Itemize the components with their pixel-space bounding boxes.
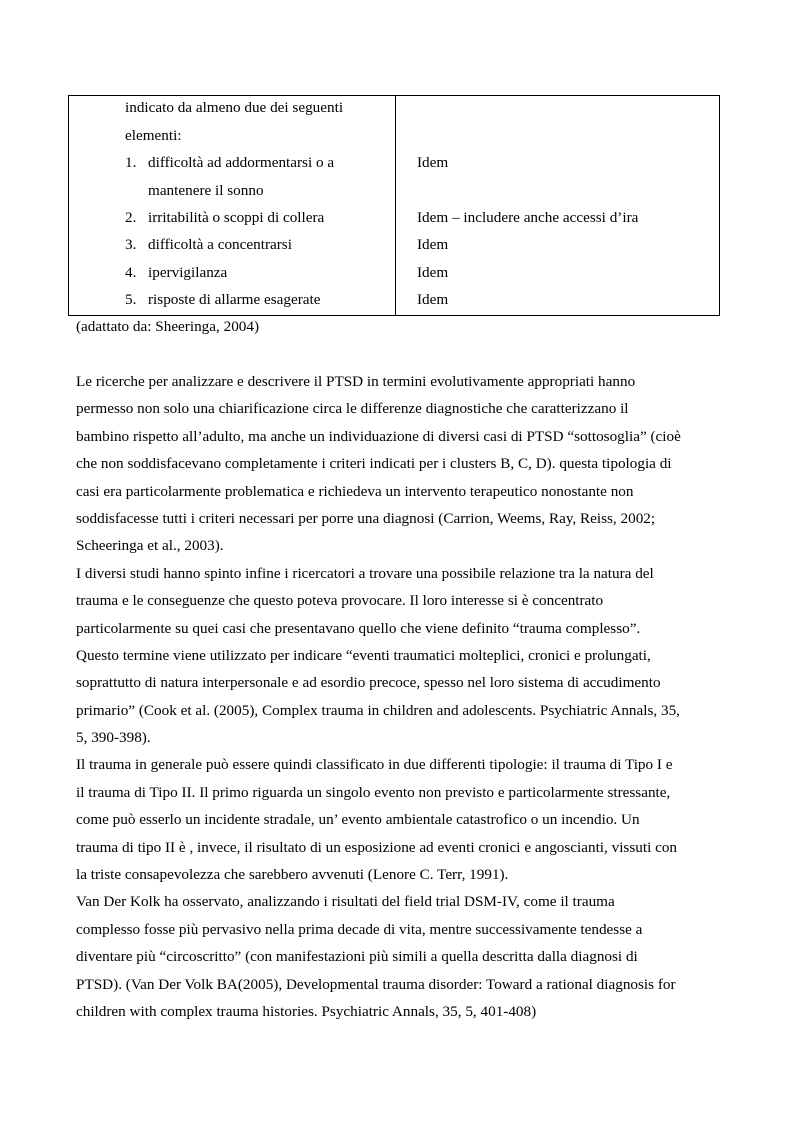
list-item-text: irritabilità o scoppi di collera bbox=[148, 209, 325, 226]
list-item-number: 1. bbox=[125, 154, 137, 171]
list-item-text: risposte di allarme esagerate bbox=[148, 291, 321, 308]
table-right-cell: Idem bbox=[417, 291, 449, 308]
table-left-line: indicato da almeno due dei seguenti bbox=[125, 99, 344, 116]
text-line: soprattutto di natura interpersonale e ad esordio precoce, spesso nel loro sistema di accudimento bbox=[76, 674, 661, 692]
text-line: 5, 390-398). bbox=[76, 729, 151, 747]
text-line: casi era particolarmente problematica e richiedeva un intervento terapeutico nonostante non bbox=[76, 482, 634, 500]
table-left-line: elementi: bbox=[125, 127, 182, 144]
text-line: come può esserlo un incidente stradale, un’ evento ambientale catastrofico o un incendio. Un bbox=[76, 811, 640, 829]
table-caption: (adattato da: Sheeringa, 2004) bbox=[76, 318, 260, 335]
list-item-number: 5. bbox=[125, 291, 137, 308]
list-item-number: 2. bbox=[125, 209, 137, 226]
list-item-number: 4. bbox=[125, 264, 137, 281]
text-line: I diversi studi hanno spinto infine i ricercatori a trovare una possibile relazione tra la natura del bbox=[76, 564, 654, 582]
text-line: trauma e le conseguenze che questo poteva provocare. Il loro interesse si è concentrato bbox=[76, 592, 604, 610]
list-item-text: mantenere il sonno bbox=[148, 182, 264, 199]
text-line: il trauma di Tipo II. Il primo riguarda un singolo evento non previsto e particolarmente stressante, bbox=[76, 783, 671, 801]
list-item-text: difficoltà a concentrarsi bbox=[148, 236, 292, 253]
text-line: trauma di tipo II è , invece, il risultato di un esposizione ad eventi cronici e angoscianti, vissuti con bbox=[76, 838, 678, 856]
table-right-cell: Idem bbox=[417, 264, 449, 281]
criteria-table bbox=[68, 95, 720, 316]
body-paragraphs bbox=[76, 372, 726, 1029]
table-right-cell: Idem bbox=[417, 154, 449, 171]
text-line: Questo termine viene utilizzato per indicare “eventi traumatici molteplici, cronici e prolungati, bbox=[76, 646, 651, 664]
list-item-text: ipervigilanza bbox=[148, 264, 228, 281]
text-line: che non soddisfacevano completamente i criteri indicati per i clusters B, C, D). questa tipologia di bbox=[76, 455, 672, 473]
text-line: particolarmente su quei casi che presentavano quello che viene definito “trauma complesso”. bbox=[76, 619, 641, 637]
text-line: children with complex trauma histories. Psychiatric Annals, 35, 5, 401-408) bbox=[76, 1002, 537, 1020]
text-line: diventare più “circoscritto” (con manifestazioni più simili a quella descritta dalla diagnosi di bbox=[76, 948, 638, 966]
text-line: Van Der Kolk ha osservato, analizzando i risultati del field trial DSM-IV, come il trauma bbox=[76, 893, 615, 911]
text-line: Scheeringa et al., 2003). bbox=[76, 537, 224, 555]
table-column-divider bbox=[395, 96, 396, 315]
text-line: bambino rispetto all’adulto, ma anche un individuazione di diversi casi di PTSD “sottosoglia” (cioè bbox=[76, 427, 681, 445]
text-line: primario” (Cook et al. (2005), Complex trauma in children and adolescents. Psychiatric Annals, 35, bbox=[76, 701, 680, 719]
text-line: soddisfacesse tutti i criteri necessari per porre una diagnosi (Carrion, Weems, Ray, Reiss, 2002; bbox=[76, 509, 656, 527]
text-line: permesso non solo una chiarificazione circa le differenze diagnostiche che caratterizzano il bbox=[76, 400, 629, 418]
table-right-cell: Idem bbox=[417, 236, 449, 253]
text-line: la triste consapevolezza che sarebbero avvenuti (Lenore C. Terr, 1991). bbox=[76, 866, 509, 884]
table-right-cell: Idem – includere anche accessi d’ira bbox=[417, 209, 639, 226]
text-line: Il trauma in generale può essere quindi classificato in due differenti tipologie: il trauma di Tipo I e bbox=[76, 756, 673, 774]
text-line: PTSD). (Van Der Volk BA(2005), Developmental trauma disorder: Toward a rational diagnosis for bbox=[76, 975, 676, 993]
text-line: complesso fosse più pervasivo nella prima decade di vita, mentre successivamente tendesse a bbox=[76, 920, 643, 938]
list-item-text: difficoltà ad addormentarsi o a bbox=[148, 154, 335, 171]
list-item-number: 3. bbox=[125, 236, 137, 253]
text-line: Le ricerche per analizzare e descrivere il PTSD in termini evolutivamente appropriati hanno bbox=[76, 373, 636, 390]
